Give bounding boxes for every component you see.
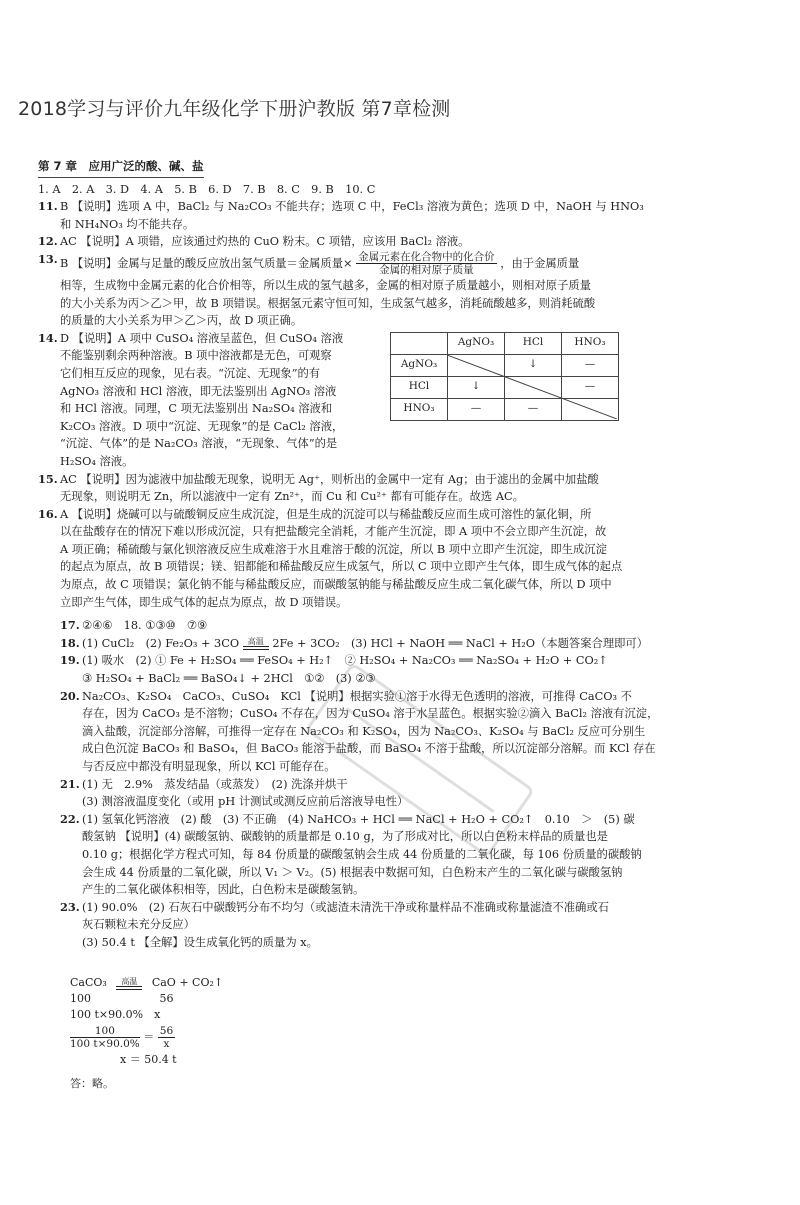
answer-17-18: 17. ②④⑥ 18. ①③⑩ ⑦⑨ — [38, 617, 768, 635]
result-row: x ＝ 50.4 t — [120, 1053, 177, 1066]
answer-number: 20. — [60, 688, 80, 703]
answer-13: 13. B 【说明】金属与足量的酸反应放出氢气质量＝金属质量× $\frac{\text{金属元素在化合物中的化合价}}{\text{金属的相对原子质量}}$ ，由于金属质量 相等，生成物中金属元素的化合价相等，所以生成的氢气越多，金属的相对原子质量越小，则相对原子质量 的大小关系为丙＞乙＞甲，故 B 项错误。根据氢元素守恒可知，生成氢气越多，消耗硫酸越多，则消耗硫酸 的质量的大小关系为甲＞乙＞丙，故 D 项正确。 — [38, 251, 596, 328]
answer-note: 答：略。 — [70, 1077, 114, 1090]
answer-number: 14. — [38, 330, 58, 345]
answer-16: 16. A 【说明】烧碱可以与硫酸铜反应生成沉淀，但是生成的沉淀可以与稀盐酸反应而生成可溶性的氯化铜，所 以在盐酸存在的情况下难以形成沉淀，只有把盐酸完全消耗，才能产生沉淀，即 A 项中不会立即产生沉淀，故 A 项正确；稀硫酸与氯化钡溶液反应生成难溶于水且难溶于酸的沉淀，所以 B 项中立即产生沉淀，即生成沉淀 的起点为原点，故 B 项错误；镁、铝都能和稀盐酸反应生成氢气，所以 C 项中立即产生气体，即生成气体的起点 为原点，故 C 项错误；氯化钠不能与稀盐酸反应，而碳酸氢钠能与稀盐酸反应生成二氧化碳气体，所以 D 项中 立即产生气体，即生成气体的起点为原点，故 D 项错误。 — [38, 506, 623, 609]
answer-number: 23. — [60, 899, 80, 914]
answer-number: 18. — [60, 635, 80, 650]
quantity-row: 100 t×90.0% x — [70, 1008, 161, 1021]
reaction-condition: 高温 — [116, 977, 142, 990]
answer-22: 22. (1) 氢氧化钙溶液 (2) 酸 (3) 不正确 (4) NaHCO₃ + HCl ══ NaCl + H₂O + CO₂↑ 0.10 ＞ (5) 碳 酸氢钠 【说明】(4) 碳酸氢钠、碳酸钠的质量都是 0.10 g，为了形成对比，所以白色粉末样品的质量也是 0.10 g；根据化学方程式可知，每 84 份质量的碳酸氢钠会生成 44 份质量的二氧化碳，每 106 份质量的碳酸钠 会生成 44 份质量的二氧化碳，所以 V₁ ＞ V₂。(5) 根据表中数据可知，白色粉末产生的二氧化碳与碳酸氢钠 产生的二氧化碳体积相等，因此，白色粉末是碳酸氢钠。 — [60, 811, 642, 897]
proportion: $\frac{100}{100 t\times 90.0\%}$ ＝ $\frac{56}{x}$ — [70, 1025, 174, 1050]
answer-18: 18. (1) CuCl₂ (2) Fe₂O₃ + 3CO 高温 2Fe + 3CO₂ (3) HCl + NaOH ══ NaCl + H₂O（本题答案合理即可） — [38, 635, 768, 653]
answer-21: 21. (1) 无 2.9% 蒸发结晶（或蒸发） (2) 洗涤并烘干 (3) 测溶液温度变化（或用 pH 计测试或测反应前后溶液导电性） — [60, 776, 409, 809]
table-row: HCl ↓ — — [391, 376, 619, 398]
answer-20: 20. Na₂CO₃、K₂SO₄ CaCO₃、CuSO₄ KCl 【说明】根据实验①溶于水得无色透明的溶液，可推得 CaCO₃ 不 存在，因为 CaCO₃ 是不溶物；CuSO₄ 不存在，因为 CuSO₄ 溶于水呈蓝色。根据实验②滴入 BaCl₂ 溶液有沉淀， 滴入盐酸，沉淀部分溶解，可推得一定存在 Na₂CO₃ 和 K₂SO₄，因为 Na₂CO₃、K₂SO₄ 与 BaCl₂ 反应可分别生 成白色沉淀 BaCO₃ 和 BaSO₄，但 BaCO₃ 能溶于盐酸，而 BaSO₄ 不溶于盐酸，所以沉淀部分溶解。而 KCl 存在 与否反应中都没有明显现象，所以 KCl 可能存在。 — [60, 688, 659, 773]
mass-fraction: $\frac{\text{金属元素在化合物中的化合价}}{\text{金属的相对原子质量}}$ — [358, 251, 495, 277]
calculation-work — [70, 975, 223, 1092]
watermark-stamp — [290, 650, 550, 870]
answer-15: 15. AC 【说明】因为滤液中加盐酸无现象，说明无 Ag⁺，则析出的金属中一定有 Ag；由于滤出的金属中加盐酸 无现象，则说明无 Zn，所以滤液中一定有 Zn²⁺，而 Cu 和 Cu²⁺ 都有可能存在。故选 AC。 — [38, 471, 599, 504]
reaction-table-wrap — [370, 330, 619, 471]
answer-number: 21. — [60, 776, 80, 791]
answer-19: 19. (1) 吸水 (2) ① Fe + H₂SO₄ ══ FeSO₄ + H₂↑ ② H₂SO₄ + Na₂CO₃ ══ Na₂SO₄ + H₂O + CO₂↑ ③ H₂SO₄ + BaCl₂ ══ BaSO₄↓ + 2HCl ①② (3) ②③ — [60, 653, 608, 686]
table-row: HNO₃ — — — [391, 398, 619, 420]
answer-number: 17. — [60, 618, 80, 633]
answer-number: 22. — [60, 811, 80, 826]
answer-number: 15. — [38, 471, 58, 486]
chapter-heading: 第 7 章 应用广泛的酸、碱、盐 — [38, 158, 204, 178]
answer-23: 23. (1) 90.0% (2) 石灰石中碳酸钙分布不均匀（或滤渣未清洗干净或称量样品不准确或称量滤渣不准确或石 灰石颗粒未充分反应） (3) 50.4 t 【全解】设生成氧化钙的质量为 x。 — [60, 899, 609, 949]
molar-mass-row: 100 56 — [70, 992, 174, 1005]
answer-number: 16. — [38, 506, 58, 521]
answer-11: 11. B 【说明】选项 A 中，BaCl₂ 与 Na₂CO₃ 不能共存；选项 C 中，FeCl₃ 溶液为黄色；选项 D 中，NaOH 与 HNO₃ 和 NH₄NO₃ 均不能共存。 — [38, 199, 644, 231]
answer-number: 13. — [38, 251, 58, 266]
answer-number: 19. — [60, 653, 80, 668]
answer-number: 11. — [38, 199, 58, 214]
page-title: 2018学习与评价九年级化学下册沪教版 第7章检测 — [18, 98, 451, 120]
table-row: AgNO₃ ↓ — — [391, 354, 619, 376]
answer-14: 14. D 【说明】A 项中 CuSO₄ 溶液呈蓝色，但 CuSO₄ 溶液 不能鉴别剩余两种溶液。B 项中溶液都是无色，可观察 它们相互反应的现象，见右表。“沉淀、无现象”的有 AgNO₃ 溶液和 HCl 溶液，即无法鉴别出 AgNO₃ 溶液 和 HCl 溶液。同理，C 项无法鉴别出 Na₂SO₄ 溶液和 K₂CO₃ 溶液。D 项中“沉淀、无现象”的是 CaCl₂ 溶液， “沉淀、气体”的是 Na₂CO₃ 溶液，“无现象、气体”的是 H₂SO₄ 溶液。 AgNO₃ HCl HNO₃ AgNO₃ ↓ — HCl ↓ — HNO₃ — — — [38, 330, 768, 471]
table-row: AgNO₃ HCl HNO₃ — [391, 332, 619, 354]
reaction-condition: 高温 — [243, 637, 269, 650]
chemical-equation: CaCO₃ 高温 CaO + CO₂↑ — [70, 976, 224, 989]
answers-1-10: 1. A 2. A 3. D 4. A 5. B 6. D 7. B 8. C 9. B 10. C — [38, 182, 376, 196]
answer-12: 12. AC 【说明】A 项错，应该通过灼热的 CuO 粉末。C 项错，应该用 BaCl₂ 溶液。 — [38, 233, 768, 251]
answer-number: 12. — [38, 234, 58, 249]
table-diagonal-line — [447, 355, 617, 419]
